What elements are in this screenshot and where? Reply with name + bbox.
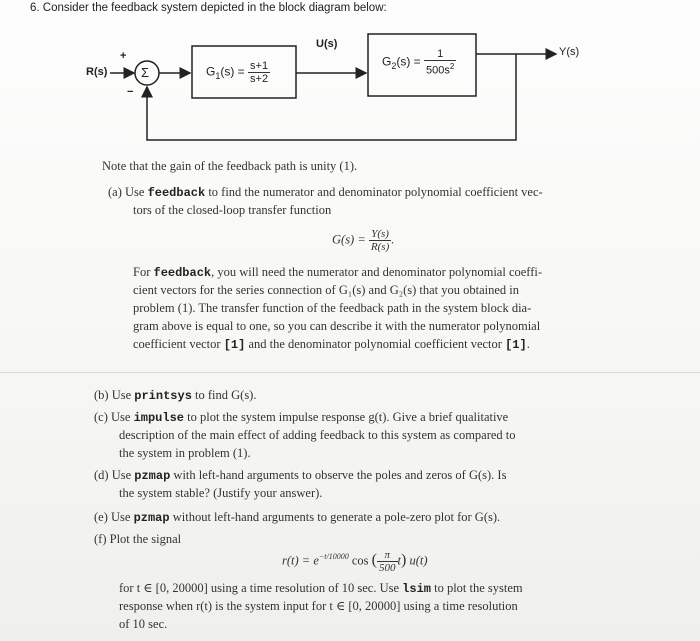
g2-fraction xyxy=(424,48,456,77)
part-c-marker: (c) xyxy=(94,410,108,424)
part-e xyxy=(94,509,500,526)
part-f-eq-exp: −t/10000 xyxy=(318,552,349,562)
part-a-eq-den: R(s) xyxy=(370,241,390,253)
part-d-line2: the system stable? (Justify your answer). xyxy=(119,486,323,500)
part-a-eq-fraction xyxy=(369,228,391,253)
part-f-line2: response when r(t) is the system input for t ∈ [0, 20000] using a time resolution xyxy=(119,599,518,613)
part-f-eq-num: π xyxy=(377,549,398,562)
g1-subscript: 1 xyxy=(215,71,221,82)
part-e-code: pzmap xyxy=(133,511,170,525)
part-b-text-2: to find G(s). xyxy=(195,388,257,402)
g2-subscript: 2 xyxy=(391,60,397,71)
part-d-text-1: Use xyxy=(111,468,132,482)
part-a-eq-end: . xyxy=(391,232,395,247)
g2-transfer-function xyxy=(382,48,456,77)
note-text: Note that the gain of the feedback path is unity (1). xyxy=(102,159,358,173)
part-c-line2: description of the main effect of adding feedback to this system as compared to xyxy=(119,428,516,442)
block-diagram-lines xyxy=(0,0,700,160)
part-f-eq-t: t xyxy=(397,553,401,568)
part-d-text-2: with left-hand arguments to observe the poles and zeros of G(s). Is xyxy=(173,468,507,482)
part-f-code: lsim xyxy=(402,582,431,596)
part-e-marker: (e) xyxy=(94,510,108,524)
sum-minus-sign: − xyxy=(127,86,134,98)
part-e-text-2: without left-hand arguments to generate a pole-zero plot for G(s). xyxy=(172,510,501,524)
g2-name: G xyxy=(382,54,392,69)
part-f-line1 xyxy=(119,580,523,597)
g2-denominator-wrap xyxy=(424,61,456,77)
block-diagram xyxy=(0,0,700,160)
part-a-marker: (a) xyxy=(108,185,122,199)
g1-arg: (s) = xyxy=(220,64,245,79)
part-f-text: Plot the signal xyxy=(109,532,182,546)
input-label: R(s) xyxy=(86,66,108,78)
part-a-hint-1b: , you will need the numerator and denominator polynomial coeffi- xyxy=(211,265,543,279)
part-a-hint-1a: For xyxy=(133,265,151,279)
part-c-line3: the system in problem (1). xyxy=(119,446,251,460)
g2-denominator-exponent: 2 xyxy=(449,62,455,71)
part-a-hint-line5 xyxy=(133,336,530,353)
part-a-hint-vec2: [1] xyxy=(505,338,527,352)
part-f-line3: of 10 sec. xyxy=(119,617,168,631)
sum-symbol: Σ xyxy=(141,65,150,80)
part-a-line1 xyxy=(108,184,543,201)
output-label: Y(s) xyxy=(559,46,580,58)
part-d-marker: (d) xyxy=(94,468,109,482)
part-d-line1 xyxy=(94,467,506,484)
part-c-code: impulse xyxy=(133,411,184,425)
g1-denominator: s+2 xyxy=(250,73,269,85)
part-a-eq-num: Y(s) xyxy=(369,228,391,241)
g1-numerator: s+1 xyxy=(250,60,269,72)
part-f-eq-rparen: ) xyxy=(400,551,407,569)
part-a-text-1: Use xyxy=(125,185,145,199)
part-a-code: feedback xyxy=(147,186,206,200)
part-b-code: printsys xyxy=(134,389,192,403)
part-b-text-1: Use xyxy=(111,388,132,402)
part-f-eq-fraction xyxy=(377,549,398,574)
g2-arg: (s) = xyxy=(396,54,421,69)
part-a-hint-line2: cient vectors for the series connection of G₁(s) and G₂(s) that you obtained in xyxy=(133,283,520,297)
part-f-eq-tail: u(t) xyxy=(409,553,428,568)
part-a-hint-line3: problem (1). The transfer function of the feedback path in the system block dia- xyxy=(133,301,532,315)
sum-plus-sign: + xyxy=(120,50,127,62)
part-a-equation xyxy=(332,228,394,253)
part-a-hint-vec1: [1] xyxy=(223,338,246,352)
part-a-hint-5b: and the denominator polynomial coefficient vector xyxy=(248,337,502,351)
part-f-eq-lhs: r(t) = e xyxy=(282,553,319,568)
part-f-eq-cos: cos xyxy=(351,553,369,568)
part-c-text-1: Use xyxy=(111,410,131,424)
feedback-path xyxy=(147,54,516,140)
part-f-line1-b: to plot the system xyxy=(434,581,523,595)
g2-numerator: 1 xyxy=(424,48,456,61)
problem-header: 6. Consider the feedback system depicted in the block diagram below: xyxy=(30,2,387,14)
part-d-code: pzmap xyxy=(134,469,171,483)
part-a-eq-lhs: G(s) = xyxy=(332,232,366,247)
g1-fraction xyxy=(248,60,270,85)
part-e-text-1: Use xyxy=(111,510,131,524)
part-a-text-2: to find the numerator and denominator polynomial coefficient vec- xyxy=(208,185,543,199)
part-f-marker: (f) xyxy=(94,532,107,546)
part-a-hint-line4: gram above is equal to one, so you can describe it with the numerator polynomial xyxy=(133,319,541,333)
part-f-intro xyxy=(94,531,181,547)
part-a-hint-5c: . xyxy=(526,337,530,351)
g1-transfer-function xyxy=(206,60,270,85)
part-f-equation xyxy=(282,549,428,574)
part-a-hint-line1 xyxy=(133,264,542,281)
part-b-marker: (b) xyxy=(94,388,109,402)
g2-denominator: 500s xyxy=(426,64,450,77)
part-f-eq-lparen: ( xyxy=(371,551,377,569)
part-c-text-2: to plot the system impulse response g(t). Give a brief qualitative xyxy=(187,410,509,424)
section-divider xyxy=(0,372,700,373)
intermediate-label: U(s) xyxy=(316,38,338,50)
g1-name: G xyxy=(206,64,216,79)
part-a-line2: tors of the closed-loop transfer function xyxy=(133,203,332,217)
part-f-eq-den: 500 xyxy=(379,562,396,574)
part-a-hint-code: feedback xyxy=(153,266,212,280)
part-a-hint-5a: coefficient vector xyxy=(133,337,221,351)
part-b xyxy=(94,387,256,404)
part-c-line1 xyxy=(94,409,508,426)
part-f-line1-a: for t ∈ [0, 20000] using a time resolution of 10 sec. Use xyxy=(119,581,400,595)
